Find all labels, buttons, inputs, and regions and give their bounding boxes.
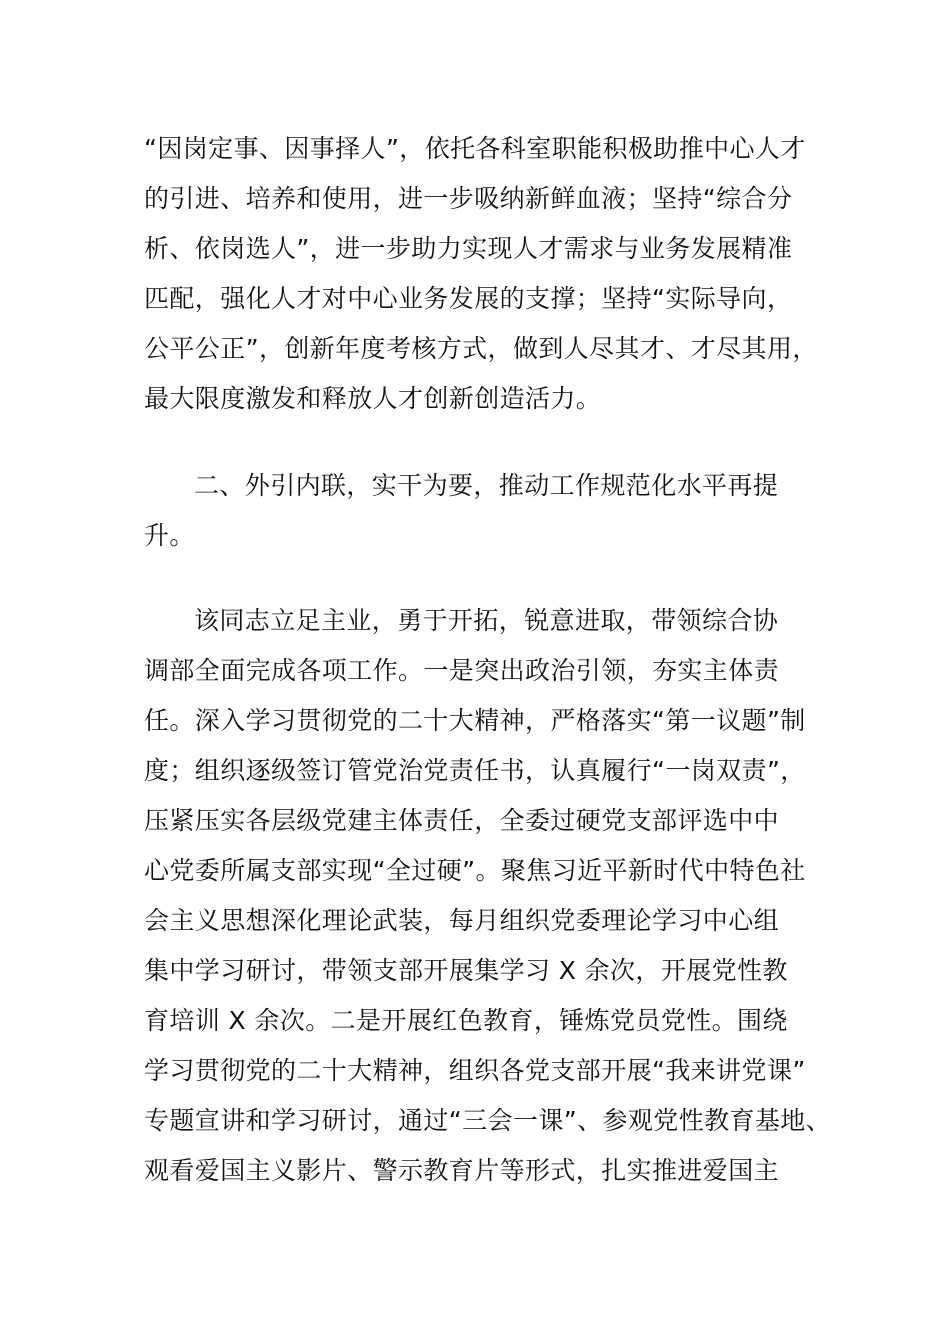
paragraph-line: “因岗定事、因事择人”，依托各科室职能积极助推中心人才 — [144, 134, 806, 163]
paragraph-line: 学习贯彻党的二十大精神，组织各党支部开展“我来讲党课” — [144, 1056, 806, 1085]
paragraph-line: 压紧压实各层级党建主体责任，全委过硬党支部评选中中 — [144, 806, 780, 835]
paragraph-line: 育培训 X 余次。二是开展红色教育，锤炼党员党性。围绕 — [144, 1006, 788, 1035]
section-heading: 升。 — [144, 521, 195, 550]
paragraph-line: 匹配，强化人才对中心业务发展的支撑；坚持“实际导向， — [144, 284, 793, 313]
paragraph-line: 任。深入学习贯彻党的二十大精神，严格落实“第一议题”制 — [144, 706, 806, 735]
paragraph-line: 度；组织逐级签订管党治党责任书，认真履行“一岗双责”， — [144, 756, 806, 785]
paragraph-line: 观看爱国主义影片、警示教育片等形式，扎实推进爱国主 — [144, 1156, 780, 1185]
paragraph-line: 会主义思想深化理论武装，每月组织党委理论学习中心组 — [144, 906, 780, 935]
paragraph-line: 最大限度激发和释放人才创新创造活力。 — [144, 384, 602, 413]
paragraph-line: 析、依岗选人”，进一步助力实现人才需求与业务发展精准 — [144, 234, 793, 263]
paragraph-line: 公平公正”，创新年度考核方式，做到人尽其才、才尽其用， — [144, 334, 818, 363]
paragraph-line: 调部全面完成各项工作。一是突出政治引领，夯实主体责 — [144, 656, 780, 685]
paragraph-line: 该同志立足主业，勇于开拓，锐意进取，带领综合协 — [194, 606, 779, 635]
paragraph-line: 的引进、培养和使用，进一步吸纳新鲜血液；坚持“综合分 — [144, 184, 793, 213]
paragraph-line: 专题宣讲和学习研讨，通过“三会一课”、参观党性教育基地、 — [144, 1106, 832, 1135]
section-heading: 二、外引内联，实干为要，推动工作规范化水平再提 — [194, 471, 779, 500]
paragraph-line: 心党委所属支部实现“全过硬”。聚焦习近平新时代中特色社 — [144, 856, 806, 885]
paragraph-line: 集中学习研讨，带领支部开展集学习 X 余次，开展党性教 — [144, 956, 788, 985]
